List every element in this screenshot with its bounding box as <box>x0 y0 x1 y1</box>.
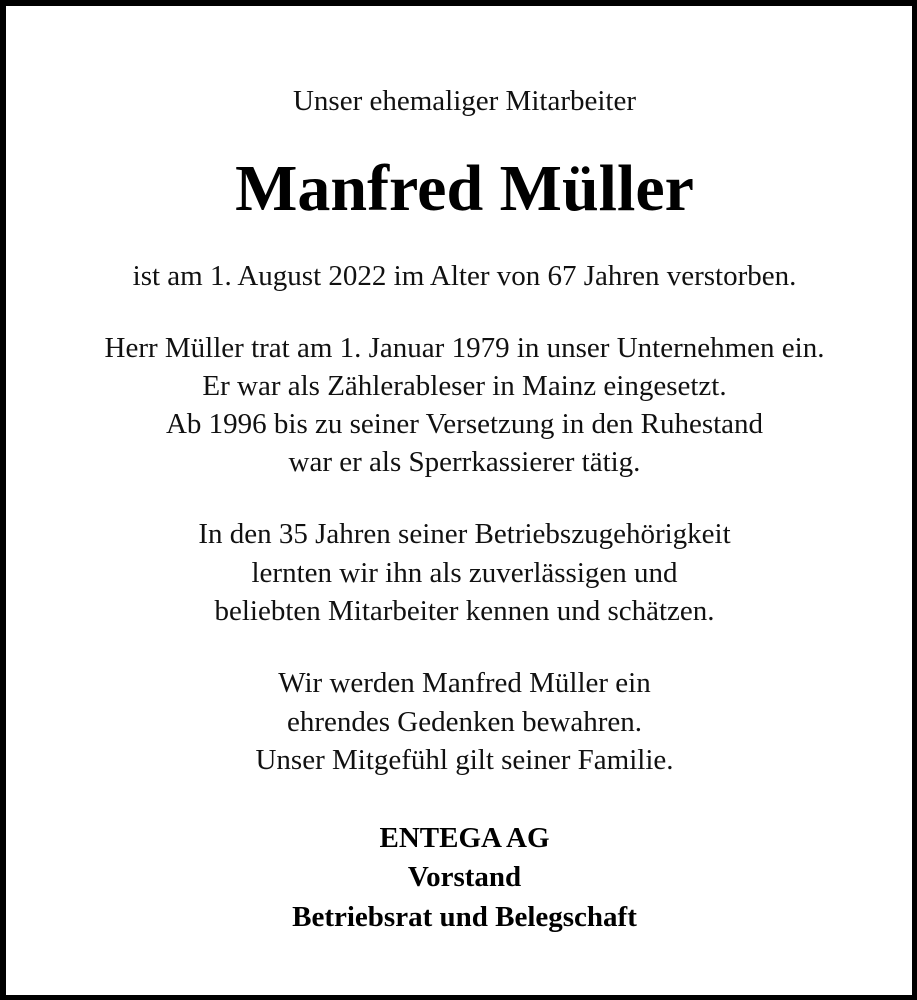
career-line: war er als Sperrkassierer tätig. <box>288 446 641 478</box>
career-line: Herr Müller trat am 1. Januar 1979 in unser Unternehmen ein. <box>104 332 825 364</box>
remembrance-line: ehrendes Gedenken bewahren. <box>286 706 643 738</box>
signature-staff: Betriebsrat und Belegschaft <box>292 901 637 933</box>
tribute-line: lernten wir ihn als zuverlässigen und <box>251 557 678 589</box>
remembrance-line: Wir werden Manfred Müller ein <box>278 667 651 699</box>
deceased-name: Manfred Müller <box>235 152 694 225</box>
tribute-line: beliebten Mitarbeiter kennen und schätzen. <box>214 595 715 627</box>
signature-board: Vorstand <box>407 861 522 893</box>
tribute-line: In den 35 Jahren seiner Betriebszugehörigkeit <box>198 518 731 550</box>
intro-line: Unser ehemaliger Mitarbeiter <box>292 85 636 117</box>
remembrance-line: Unser Mitgefühl gilt seiner Familie. <box>255 744 674 776</box>
death-line: ist am 1. August 2022 im Alter von 67 Jahren verstorben. <box>132 260 797 292</box>
career-line: Er war als Zählerableser in Mainz eingesetzt. <box>202 370 727 402</box>
career-line: Ab 1996 bis zu seiner Versetzung in den Ruhestand <box>165 408 764 440</box>
signature-company: ENTEGA AG <box>379 822 550 854</box>
